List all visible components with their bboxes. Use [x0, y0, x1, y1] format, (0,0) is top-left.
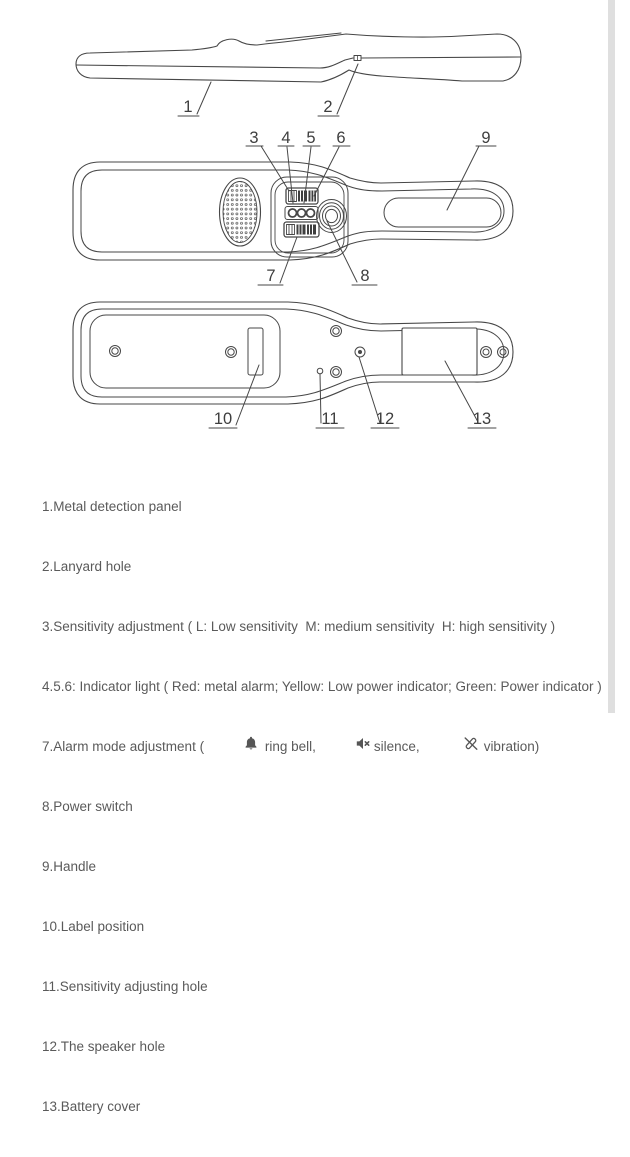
legend-item-7-vibration: vibration) [483, 739, 540, 754]
callout-6: 6 [336, 129, 346, 147]
device-diagram [0, 0, 630, 455]
callout-7: 7 [266, 267, 276, 285]
callout-13: 13 [472, 410, 492, 428]
side-body-outline [76, 34, 521, 82]
side-view [76, 33, 521, 116]
callout-9: 9 [481, 129, 491, 147]
sensitivity-adjusting-hole[interactable] [317, 368, 323, 374]
callout-4: 4 [281, 129, 291, 147]
alarm-mode-slider[interactable] [284, 222, 319, 237]
legend [42, 457, 602, 1157]
callout-2: 2 [323, 98, 333, 116]
callout-10: 10 [213, 410, 233, 428]
side-parting-line [76, 57, 520, 68]
callout-11: 11 [321, 410, 339, 428]
callout-6-leader [314, 146, 350, 196]
callout-3: 3 [249, 129, 259, 147]
legend-item-3: 3.Sensitivity adjustment ( L: Low sensitivity M: medium sensitivity H: high sensitivity ) [42, 619, 556, 634]
panel-screws [110, 346, 237, 358]
legend-item-2: 2.Lanyard hole [42, 559, 132, 574]
callout-5: 5 [306, 129, 316, 147]
legend-item-1: 1.Metal detection panel [42, 499, 182, 514]
legend-item-11: 11.Sensitivity adjusting hole [42, 979, 208, 994]
legend-item-8: 8.Power switch [42, 799, 133, 814]
speaker-grille [220, 178, 261, 246]
legend-item-9: 9.Handle [42, 859, 97, 874]
legend-item-7-prefix: 7.Alarm mode adjustment ( [42, 739, 208, 754]
back-view [73, 302, 513, 428]
callout-12: 12 [375, 410, 395, 428]
legend-item-10: 10.Label position [42, 919, 145, 934]
legend-item-7-silence: silence, [373, 739, 420, 754]
callout-8: 8 [360, 267, 370, 285]
label-position [248, 328, 263, 375]
callout-1: 1 [183, 98, 193, 116]
legend-item-7-ring-bell: ring bell, [264, 739, 316, 754]
bell-icon [214, 716, 258, 777]
callout-9-leader [447, 146, 496, 210]
vibration-icon [433, 716, 479, 777]
front-view [73, 129, 513, 285]
indicator-lights [285, 207, 318, 220]
neck-screws [331, 326, 342, 378]
legend-item-456: 4.5.6: Indicator light ( Red: metal alarm; Yellow: Low power indicator; Green: Power indicator ) [42, 679, 602, 694]
battery-cover[interactable] [402, 328, 477, 375]
callout-7-leader [258, 237, 297, 285]
sensitivity-slider[interactable] [286, 188, 318, 204]
power-switch[interactable] [317, 200, 347, 233]
legend-item-12: 12.The speaker hole [42, 1039, 166, 1054]
speaker-hole [355, 347, 365, 357]
legend-item-7 [42, 737, 602, 757]
scrollbar-track[interactable] [608, 0, 615, 713]
handle-slot [384, 198, 501, 227]
legend-item-13: 13.Battery cover [42, 1099, 141, 1114]
lanyard-hole [354, 56, 361, 61]
muted-speaker-icon [326, 716, 372, 776]
